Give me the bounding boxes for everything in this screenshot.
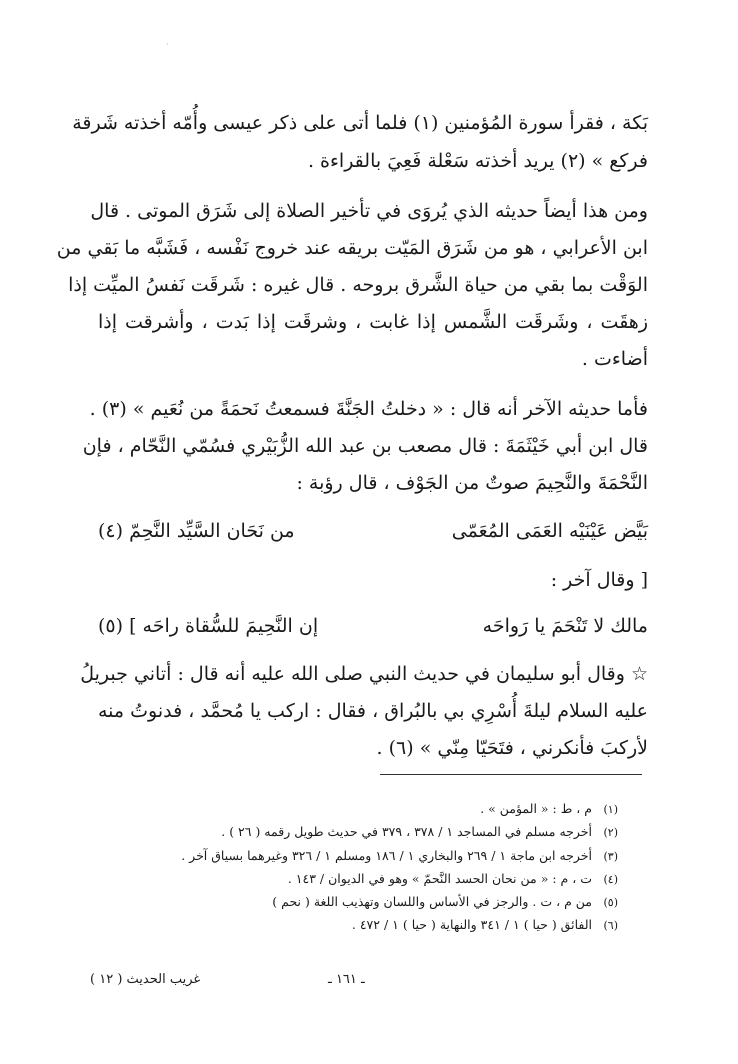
- page-number: ـ ١٦١ ـ: [328, 972, 365, 987]
- text-line-13: لأركبَ فأنكرني ، فتَحَيّا مِنّي » (٦) .: [376, 737, 648, 759]
- footnote-number: (٦): [603, 919, 618, 932]
- text-line-12: عليه السلام ليلةَ أُسْرِي بي بالبُراق ، فقال : اركب يا مُحمَّد ، فدنوتُ منه: [98, 700, 648, 722]
- text-line-4: ابن الأعرابي ، هو من شَرَق المَيّت بريقه عند خروج نَفْسه ، فَشَبَّه ما بَقي من: [56, 237, 648, 259]
- footnote-number: (٣): [603, 850, 618, 863]
- text-line-7: أضاءت .: [581, 348, 648, 370]
- running-title: غريب الحديث ( ١٢ ): [90, 972, 201, 987]
- text-line-11: ☆ وقال أبو سليمان في حديث النبي صلى الله عليه أنه قال : أتاني جبريلُ: [80, 663, 648, 685]
- text-line-3: ومن هذا أيضاً حديثه الذي يُروَى في تأخير الصلاة إلى شَرَق الموتى . قال: [90, 200, 648, 222]
- scan-mark: ·: [166, 40, 169, 49]
- text-line-8: فأما حديثه الآخر أنه قال : « دخلتُ الجَنَّةَ فسمعتُ نَحمَةً من نُعَيم » (٣) .: [89, 398, 648, 420]
- verse1-second-hemistich: من نَحَان السَّيِّد النَّحِمّ (٤): [98, 520, 295, 542]
- footnote-2: [98, 823, 618, 842]
- verse2-second-hemistich: إن النَّحِيمَ للسُّقاة راحَه ] (٥): [98, 615, 319, 637]
- footnote-text: الفائق ( حيا ) ١ / ٣٤١ والنهاية ( حيا ) ١ / ٤٧٢ .: [351, 917, 592, 932]
- footnote-text: من م ، ت . والرجز في الأساس واللسان وتهذيب اللغة ( نحم ): [272, 894, 592, 909]
- footnote-text: أخرجه ابن ماجة ١ / ٢٦٩ والبخاري ١ / ١٨٦ ومسلم ١ / ٣٢٦ وغيرهما بسياق آخر .: [181, 848, 592, 863]
- text-line-1: بَكة ، فقرأ سورة المُؤمنين (١) فلما أتى على ذكر عيسى وأُمّه أخذته شَرقة: [72, 112, 648, 134]
- footnote-text: أخرجه مسلم في المساجد ١ / ٣٧٨ ، ٣٧٩ في حديث طويل رقمه ( ٢٦ ) .: [221, 824, 592, 839]
- verse-intro: [ وقال آخر :: [550, 569, 648, 591]
- footnote-1: [98, 800, 618, 819]
- footnote-4: [98, 870, 618, 889]
- text-line-2: فركع » (٢) يريد أخذته سَعْلة فَعِيَ بالقراءة .: [307, 150, 648, 172]
- text-line-6: زهقَت ، وشَرقَت الشَّمس إذا غابت ، وشرقَت إذا بَدت ، وأشرقت إذا: [98, 311, 648, 333]
- text-line-10: النَّحْمَةَ والنَّحِيمَ صوتٌ من الجَوْف ، قال رؤبة :: [296, 472, 648, 494]
- footnote-5: [98, 893, 618, 912]
- footnote-text: ت ، م : « من نحان الحسد النَّحمّ » وهو في الديوان / ١٤٣ .: [287, 871, 592, 886]
- text-line-5: الوَقْت بما بقي من حياة الشَّرق بروحه . قال غيره : شَرقَت نَفسُ الميِّت إذا: [68, 274, 648, 296]
- footnote-3: [98, 847, 618, 866]
- verse1-first-hemistich: بَيَّض عَيْنَيْه العَمَى المُعَمّى: [451, 520, 648, 542]
- footnote-number: (١): [603, 803, 618, 816]
- footnote-6: [98, 916, 618, 935]
- footnote-text: م ، ط : « المؤمن » .: [480, 801, 592, 816]
- text-line-9: قال ابن أبي خَيْثَمَةَ : قال مصعب بن عبد الله الزُّبَيْري فسُمّي النَّحّام ، فإن: [82, 435, 648, 457]
- footnote-number: (٥): [603, 896, 618, 909]
- verse2-first-hemistich: مالك لا تَنْحَمَ يا رَواحَه: [482, 615, 648, 637]
- footnote-number: (٤): [603, 873, 618, 886]
- footnote-number: (٢): [603, 826, 618, 839]
- footnote-separator: [380, 774, 642, 775]
